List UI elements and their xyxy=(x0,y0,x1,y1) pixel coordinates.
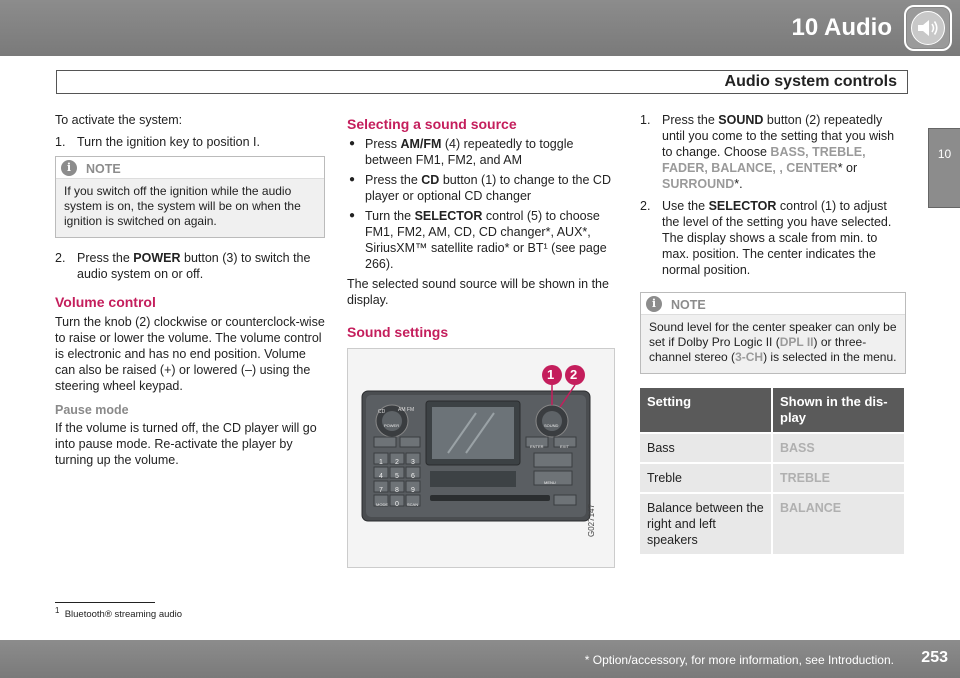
note-body: If you switch off the ignition while the audio system is on, the system will be on when the ignition is switched on again. xyxy=(56,179,324,237)
note-body: Sound level for the center speaker can only be set if Dolby Pro Logic II (DPL II) or three-channel stereo (3-CH) is selected in the menu. xyxy=(641,315,905,373)
table-row xyxy=(640,463,904,493)
bullet-item: ● Press AM/FM (4) repeatedly to toggle between FM1, FM2, and AM xyxy=(349,137,574,167)
panel-label-sound: SOUND xyxy=(544,423,559,428)
panel-label-menu: MENU xyxy=(544,480,556,485)
intro-text: To activate the system: xyxy=(55,113,183,127)
panel-label-cd: CD xyxy=(378,409,386,415)
heading-volume-control: Volume control xyxy=(55,294,156,310)
cell-shown: BALANCE xyxy=(772,493,904,554)
step-text: Press the SOUND button (2) repeatedly until you come to the setting that you wish to change. Choose BASS, TREBLE, FADER, BALANCE, , CENTER* or SURROUND*. xyxy=(662,113,895,191)
step-text: Turn the ignition key to position I. xyxy=(77,135,260,149)
section-title: Audio system controls xyxy=(724,73,897,90)
callout-1: 1 xyxy=(547,367,555,382)
note-box xyxy=(640,292,906,374)
note-title: NOTE xyxy=(86,162,121,176)
bullet-icon: ● xyxy=(349,174,356,185)
note-header xyxy=(641,293,905,315)
step-number: 1. xyxy=(640,113,651,127)
cell-shown: TREBLE xyxy=(772,463,904,493)
bullet-item: ● Turn the SELECTOR control (5) to choose FM1, FM2, AM, CD, CD changer*, AUX*, SiriusXM™ satellite radio* or BT¹ (see page 266). xyxy=(349,209,607,271)
column-left xyxy=(55,112,325,474)
step-item xyxy=(55,250,325,282)
step-text: Use the SELECTOR control (1) to adjust the level of the setting you have selected. The display shows a scale from min. to max. position. The center indicates the normal position. xyxy=(662,199,892,277)
bullet-icon: ● xyxy=(349,138,356,149)
cell-setting: Bass xyxy=(640,433,772,463)
speaker-badge xyxy=(904,5,952,51)
callout-2: 2 xyxy=(570,367,578,382)
panel-label-mode: MODE xyxy=(376,502,388,507)
table-row xyxy=(640,433,904,463)
heading-selecting-source: Selecting a sound source xyxy=(347,116,517,132)
speaker-icon xyxy=(911,11,945,45)
pause-text: If the volume is turned off, the CD player will go into pause mode. Re-activate the player by turning up the volume. xyxy=(55,421,317,467)
volume-text: Turn the knob (2) clockwise or counterclock-wise to raise or lower the volume. The volume control is electronic and has no end position. Volume can also be raised (+) or lowered (–) using the steering wheel keypad. xyxy=(55,315,325,393)
cell-shown: BASS xyxy=(772,433,904,463)
bullet-item: ● Press the CD button (1) to change to the CD player or optional CD changer xyxy=(349,173,611,203)
step-text: Press the POWER button (3) to switch the audio system on or off. xyxy=(77,251,311,281)
display-text: The selected sound source will be shown in the display. xyxy=(347,277,609,307)
note-header xyxy=(56,157,324,179)
table-row xyxy=(640,493,904,554)
note-box xyxy=(55,156,325,238)
section-title-box xyxy=(56,70,908,94)
step-number: 1. xyxy=(55,135,66,149)
step-number: 2. xyxy=(55,251,66,265)
step-number: 2. xyxy=(640,199,651,213)
note-title: NOTE xyxy=(671,298,706,312)
column-middle xyxy=(347,112,617,568)
step-item xyxy=(640,198,906,278)
bullet-icon: ● xyxy=(349,210,356,221)
panel-label-scan: SCAN xyxy=(407,502,419,507)
settings-table xyxy=(640,388,904,554)
column-right xyxy=(640,112,906,554)
table-header-row xyxy=(640,388,904,433)
heading-pause-mode: Pause mode xyxy=(55,403,129,417)
footnote: $^1$ Bluetooth® streaming audio xyxy=(55,606,183,621)
step-item xyxy=(55,134,325,150)
chapter-side-tab[interactable] xyxy=(928,128,960,208)
panel-label-power: POWER xyxy=(384,423,400,428)
header-shown-in-display: Shown in the dis-play xyxy=(772,388,904,433)
chapter-header-bar xyxy=(0,0,960,56)
footer-bar xyxy=(0,640,960,678)
cell-setting: Treble xyxy=(640,463,772,493)
heading-sound-settings: Sound settings xyxy=(347,324,449,340)
info-icon: i xyxy=(61,160,77,176)
info-icon: i xyxy=(646,296,662,312)
header-setting: Setting xyxy=(640,388,772,433)
audio-panel-image: CD AM FM POWER SOUND ENTER EXIT MENU MODE SCAN 1 2 3 4 5 6 7 8 9 0 1 2 G027147 xyxy=(347,348,615,568)
page-number: 253 xyxy=(921,649,948,666)
panel-label-exit: EXIT xyxy=(560,444,569,449)
image-code: G027147 xyxy=(587,504,596,537)
panel-label-amfm: AM FM xyxy=(398,407,415,413)
chapter-title: 10 Audio xyxy=(791,14,892,41)
step-item xyxy=(640,112,906,192)
side-tab-label: 10 xyxy=(937,147,952,161)
panel-label-enter: ENTER xyxy=(530,444,544,449)
cell-setting: Balance between the right and left speakers xyxy=(640,493,772,554)
footnote-divider xyxy=(55,602,155,603)
footer-note: * Option/accessory, for more information, see Introduction. xyxy=(584,653,894,667)
